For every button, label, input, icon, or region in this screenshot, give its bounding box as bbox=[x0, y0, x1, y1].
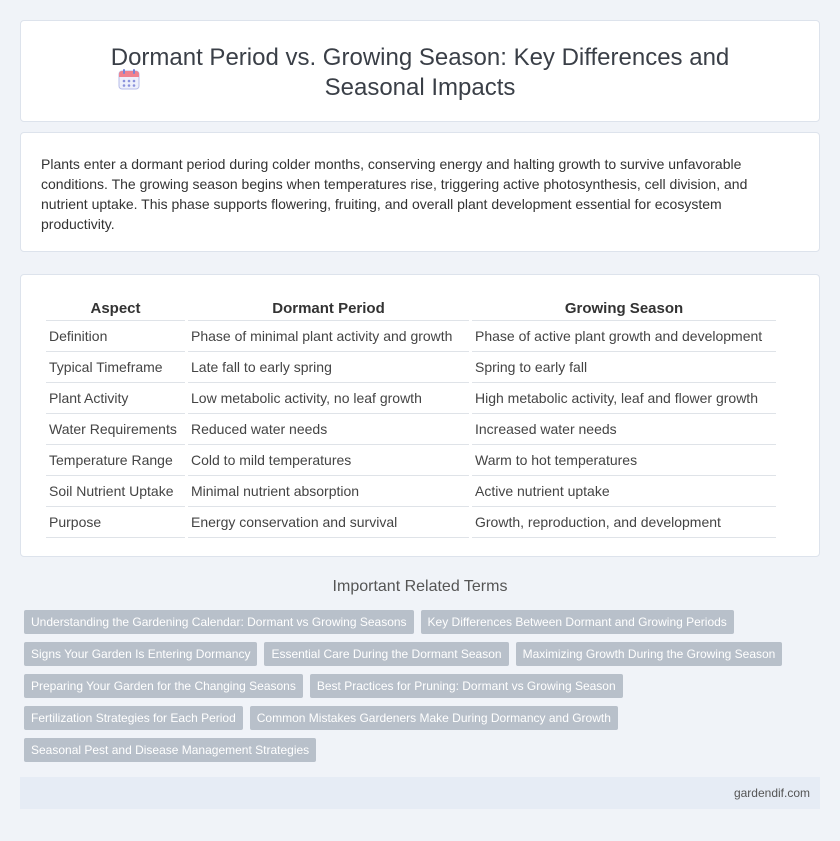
table-row bbox=[46, 476, 776, 507]
table-row bbox=[46, 352, 776, 383]
table-cell: Temperature Range bbox=[46, 445, 185, 476]
table-cell: Minimal nutrient absorption bbox=[188, 476, 469, 507]
table-row bbox=[46, 445, 776, 476]
table-row bbox=[46, 507, 776, 538]
related-term-link[interactable]: Fertilization Strategies for Each Period bbox=[24, 706, 243, 730]
table-cell: Late fall to early spring bbox=[188, 352, 469, 383]
table-cell: Reduced water needs bbox=[188, 414, 469, 445]
related-terms-list bbox=[24, 610, 804, 770]
table-cell: Purpose bbox=[46, 507, 185, 538]
related-term-link[interactable]: Essential Care During the Dormant Season bbox=[264, 642, 508, 666]
tag-row bbox=[24, 706, 804, 730]
table-row bbox=[46, 321, 776, 352]
tag-row bbox=[24, 674, 804, 698]
table-cell: Active nutrient uptake bbox=[472, 476, 776, 507]
related-term-link[interactable]: Understanding the Gardening Calendar: Dormant vs Growing Seasons bbox=[24, 610, 414, 634]
table-cell: Low metabolic activity, no leaf growth bbox=[188, 383, 469, 414]
header-growing-season: Growing Season bbox=[472, 293, 776, 321]
table-cell: Soil Nutrient Uptake bbox=[46, 476, 185, 507]
table-cell: Definition bbox=[46, 321, 185, 352]
table-cell: Phase of minimal plant activity and growth bbox=[188, 321, 469, 352]
header-dormant-period: Dormant Period bbox=[188, 293, 469, 321]
table-row bbox=[46, 383, 776, 414]
header-card bbox=[20, 20, 820, 122]
table-cell: High metabolic activity, leaf and flower growth bbox=[472, 383, 776, 414]
table-cell: Energy conservation and survival bbox=[188, 507, 469, 538]
table-cell: Warm to hot temperatures bbox=[472, 445, 776, 476]
header-aspect: Aspect bbox=[46, 293, 185, 321]
related-term-link[interactable]: Seasonal Pest and Disease Management Strategies bbox=[24, 738, 316, 762]
intro-card bbox=[20, 132, 820, 252]
footer bbox=[20, 777, 820, 809]
page-title: Dormant Period vs. Growing Season: Key Differences and Seasonal Impacts bbox=[110, 44, 730, 101]
table-header-row bbox=[46, 293, 776, 321]
related-term-link[interactable]: Best Practices for Pruning: Dormant vs Growing Season bbox=[310, 674, 623, 698]
table-cell: Cold to mild temperatures bbox=[188, 445, 469, 476]
tag-row bbox=[24, 610, 804, 634]
tag-row bbox=[24, 738, 804, 762]
table-cell: Growth, reproduction, and development bbox=[472, 507, 776, 538]
related-terms-heading: Important Related Terms bbox=[332, 578, 508, 595]
related-term-link[interactable]: Signs Your Garden Is Entering Dormancy bbox=[24, 642, 257, 666]
related-term-link[interactable]: Key Differences Between Dormant and Growing Periods bbox=[421, 610, 734, 634]
related-term-link[interactable]: Common Mistakes Gardeners Make During Dormancy and Growth bbox=[250, 706, 618, 730]
related-term-link[interactable]: Maximizing Growth During the Growing Season bbox=[516, 642, 783, 666]
intro-text: Plants enter a dormant period during colder months, conserving energy and halting growth to survive unfavorable conditions. The growing season begins when temperatures rise, triggering active photosynthesis, cell division, and nutrient uptake. This phase supports flowering, fruiting, and overall plant development essential for ecosystem productivity. bbox=[41, 156, 748, 232]
tag-row bbox=[24, 642, 804, 666]
related-term-link[interactable]: Preparing Your Garden for the Changing Seasons bbox=[24, 674, 303, 698]
table-row bbox=[46, 414, 776, 445]
table-cell: Spring to early fall bbox=[472, 352, 776, 383]
table-cell: Plant Activity bbox=[46, 383, 185, 414]
comparison-table bbox=[43, 293, 779, 538]
footer-site-name: gardendif.com bbox=[733, 786, 810, 800]
table-cell: Water Requirements bbox=[46, 414, 185, 445]
table-cell: Typical Timeframe bbox=[46, 352, 185, 383]
comparison-table-card bbox=[20, 274, 820, 557]
table-cell: Phase of active plant growth and development bbox=[472, 321, 776, 352]
table-cell: Increased water needs bbox=[472, 414, 776, 445]
